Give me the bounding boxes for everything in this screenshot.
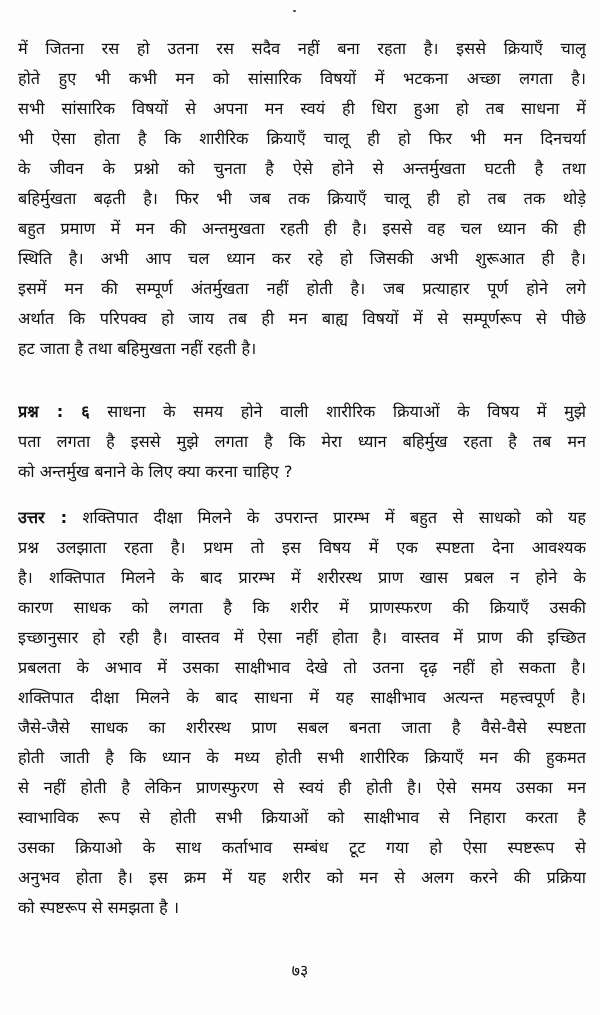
text-line: जैसे-जैसे साधक का शरीरस्थ प्राण सबल बनता जाता है वैसे-वैसे स्पष्टता	[18, 718, 586, 737]
text-line: कारण साधक को लगता है कि शरीर में प्राणस्फरण की क्रियाएँ उसकी	[18, 598, 586, 617]
text-line: शक्तिपात दीक्षा मिलने के बाद साधना में यह साक्षीभाव अत्यन्त महत्त्वपूर्ण है।	[18, 688, 586, 707]
answer-first-line	[18, 503, 586, 533]
text-line: बहुत प्रमाण में मन की अन्तमुखता रहती ही है। इससे वह चल ध्यान की ही	[18, 219, 586, 238]
text-line: स्वाभाविक रूप से होती सभी क्रियाओं को साक्षीभाव से निहारा करता है	[18, 808, 586, 827]
text-line: के जीवन के प्रश्नो को चुनता है ऐसे होने से अन्तर्मुखता घटती है तथा	[18, 159, 586, 178]
question-paragraph	[18, 397, 586, 487]
text-line: भी ऐसा होता है कि शारीरिक क्रियाएँ चालू ही हो फिर भी मन दिनचर्या	[18, 129, 586, 148]
text-line: स्थिति है। अभी आप चल ध्यान कर रहे हो जिसकी अभी शुरूआत ही है।	[18, 249, 586, 268]
text-line: उसका क्रियाओ के साथ कर्ताभाव सम्बंध टूट गया हो ऐसा स्पष्टरूप से	[18, 838, 586, 857]
text-line: सभी सांसारिक विषयों से अपना मन स्वयं ही धिरा हुआ हो तब साधना में	[18, 99, 586, 118]
text-line: इच्छानुसार हो रही है। वास्तव में ऐसा नहीं होता है। वास्तव में प्राण की इच्छित	[18, 628, 586, 647]
text-line: को स्पष्टरूप से समझता है ।	[18, 898, 180, 917]
text-line: प्रबलता के अभाव में उसका साक्षीभाव देखे तो उतना दृढ़ नहीं हो सकता है।	[18, 658, 586, 677]
answer-paragraph	[18, 503, 586, 923]
text-line: को अन्तर्मुख बनाने के लिए क्या करना चाहिए ?	[18, 462, 293, 481]
question-label: प्रश्न : ६	[18, 402, 90, 421]
text-line: बहिर्मुखता बढ़ती है। फिर भी जब तक क्रियाएँ चालू ही हो तब तक थोड़े	[18, 189, 586, 208]
text-line: पता लगता है इससे मुझे लगता है कि मेरा ध्यान बहिर्मुख रहता है तब मन	[18, 432, 586, 451]
question-first-line-text: साधना के समय होने वाली शारीरिक क्रियाओं के विषय में मुझे	[107, 402, 586, 421]
paragraph-continued	[18, 34, 586, 364]
question-first-line	[18, 397, 586, 427]
answer-first-line-text: शक्तिपात दीक्षा मिलने के उपरान्त प्रारम्भ में बहुत से साधको को यह	[82, 508, 586, 527]
text-line: से नहीं होती है लेकिन प्राणस्फुरण से स्वयं ही होती है। ऐसे समय उसका मन	[18, 778, 586, 797]
text-line: है। शक्तिपात मिलने के बाद प्रारम्भ में शरीरस्थ प्राण खास प्रबल न होने के	[18, 568, 586, 587]
text-line: अनुभव होता है। इस क्रम में यह शरीर को मन से अलग करने की प्रक्रिया	[18, 868, 586, 887]
text-line: अर्थात कि परिपक्व हो जाय तब ही मन बाह्य विषयों में से सम्पूर्णरूप से पीछे	[18, 309, 586, 328]
text-line: हट जाता है तथा बहिमुखता नहीं रहती है।	[18, 339, 257, 358]
page-number: ७३	[291, 961, 309, 980]
text-line: में जितना रस हो उतना रस सदैव नहीं बना रहता है। इससे क्रियाएँ चालू	[18, 39, 586, 58]
print-speck	[293, 10, 296, 12]
text-line: इसमें मन की सम्पूर्ण अंतर्मुखता नहीं होती है। जब प्रत्याहार पूर्ण होने लगे	[18, 279, 586, 298]
text-line: होती जाती है कि ध्यान के मध्य होती सभी शारीरिक क्रियाएँ मन की हुकमत	[18, 748, 586, 767]
text-line: होते हुए भी कभी मन को सांसारिक विषयों में भटकना अच्छा लगता है।	[18, 69, 586, 88]
text-line: प्रश्न उलझाता रहता है। प्रथम तो इस विषय में एक स्पष्टता देना आवश्यक	[18, 538, 586, 557]
answer-label: उत्तर :	[18, 508, 68, 527]
